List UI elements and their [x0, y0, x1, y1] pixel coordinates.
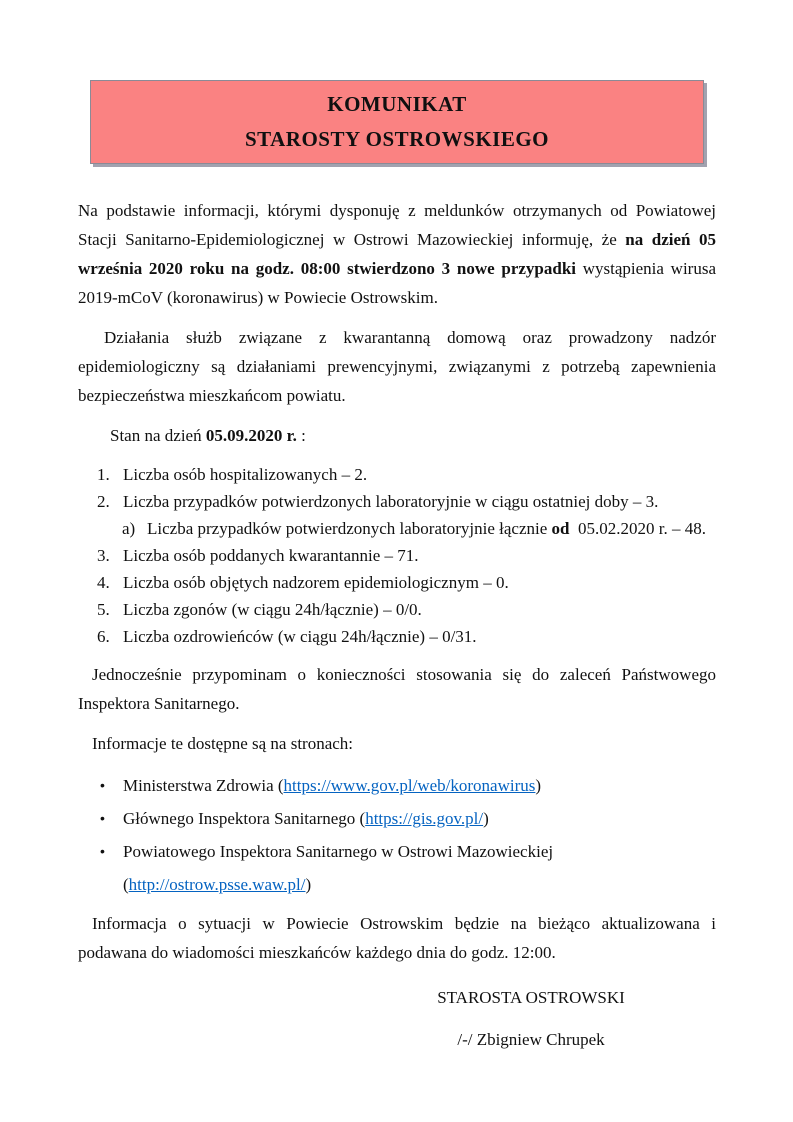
- link-psse-ostrow[interactable]: http://ostrow.psse.waw.pl/: [128, 875, 306, 894]
- stat-text-post: 05.02.2020 r. – 48.: [569, 519, 706, 538]
- status-date: 05.09.2020 r.: [205, 426, 297, 445]
- signature-name: /-/ Zbigniew Chrupek: [457, 1030, 605, 1049]
- link-gov-koronawirus[interactable]: https://www.gov.pl/web/koronawirus: [283, 776, 536, 795]
- stat-item-2a: [78, 515, 716, 542]
- intro-paragraph: [78, 196, 716, 312]
- source-item-mz: [78, 769, 716, 802]
- intro-text-pre: Na podstawie informacji, którymi dysponuję z meldunków otrzymanych od Powiatowej Stacji Sanitarno-Epidemiologicznej w Ostrowi Mazowieckiej informuję, że: [78, 201, 716, 249]
- stat-marker: 3.: [97, 546, 110, 565]
- stat-item-6: [78, 623, 716, 650]
- document-body: [78, 196, 716, 1054]
- source-text: [123, 802, 716, 835]
- status-pre: Stan na dzień: [110, 426, 206, 445]
- source-label-post: ): [305, 875, 312, 894]
- signature-title: STAROSTA OSTROWSKI: [437, 988, 625, 1007]
- intro-text-bold: na dzień 05 września 2020 roku na godz. 08:00 stwierdzono 3 nowe przypadki: [78, 230, 716, 278]
- banner-title-line2: STAROSTY OSTROWSKIEGO: [245, 127, 549, 151]
- stat-text: Liczba osób poddanych kwarantannie – 71.: [123, 546, 419, 565]
- sources-list: [78, 769, 716, 901]
- source-label-post: ): [483, 809, 489, 828]
- actions-paragraph: Działania służb związane z kwarantanną domową oraz prowadzony nadzór epidemiologiczny są działaniami prewencyjnymi, związanymi z potrzebą zapewnienia bezpieczeństwa mieszkańcom powiatu.: [78, 328, 716, 405]
- statistics-list: [78, 461, 716, 650]
- source-item-psse: [78, 835, 716, 901]
- stat-text: Liczba przypadków potwierdzonych laboratoryjnie w ciągu ostatniej doby – 3.: [123, 492, 659, 511]
- stat-item-2: [78, 488, 716, 515]
- source-label-post: ): [535, 776, 542, 795]
- stat-item-3: [78, 542, 716, 569]
- status-line: [78, 421, 716, 450]
- bullet-icon: •: [100, 843, 105, 859]
- link-gis[interactable]: https://gis.gov.pl/: [365, 809, 484, 828]
- stat-text: Liczba osób objętych nadzorem epidemiologicznym – 0.: [123, 573, 509, 592]
- signature-block: [366, 983, 696, 1054]
- reminder-paragraph: Jednocześnie przypominam o konieczności stosowania się do zaleceń Państwowego Inspektora Sanitarnego.: [78, 665, 716, 713]
- stat-marker: 1.: [97, 465, 110, 484]
- source-text: [123, 769, 716, 802]
- source-label: Powiatowego Inspektora Sanitarnego w Ostrowi Mazowieckiej (: [123, 842, 554, 894]
- stat-text-pre: Liczba przypadków potwierdzonych laboratoryjnie łącznie: [147, 519, 552, 538]
- stat-item-1: [78, 461, 716, 488]
- stat-marker: 6.: [97, 627, 110, 646]
- stat-marker: a): [122, 519, 136, 538]
- banner-title-line1: KOMUNIKAT: [327, 92, 467, 116]
- source-label: Ministerstwa Zdrowia (: [123, 776, 284, 795]
- bullet-icon: •: [100, 810, 105, 826]
- source-text: [123, 835, 716, 901]
- stat-text: Liczba ozdrowieńców (w ciągu 24h/łącznie) – 0/31.: [123, 627, 477, 646]
- stat-text: Liczba osób hospitalizowanych – 2.: [123, 465, 368, 484]
- stat-text: Liczba zgonów (w ciągu 24h/łącznie) – 0/0.: [123, 600, 422, 619]
- status-post: :: [296, 426, 306, 445]
- stat-marker: 4.: [97, 573, 110, 592]
- source-label: Głównego Inspektora Sanitarnego (: [123, 809, 366, 828]
- intro-text-post: wystąpienia wirusa 2019-mCoV (koronawirus) w Powiecie Ostrowskim.: [78, 259, 716, 307]
- stat-text: [147, 515, 716, 542]
- stat-text-bold: od: [551, 519, 570, 538]
- stat-item-5: [78, 596, 716, 623]
- stat-marker: 5.: [97, 600, 110, 619]
- source-item-gis: [78, 802, 716, 835]
- update-info-paragraph: Informacja o sytuacji w Powiecie Ostrowskim będzie na bieżąco aktualizowana i podawana do wiadomości mieszkańców każdego dnia do godz. 12:00.: [78, 914, 716, 962]
- title-banner: [90, 80, 704, 164]
- bullet-icon: •: [100, 777, 105, 793]
- stat-item-4: [78, 569, 716, 596]
- stat-marker: 2.: [97, 492, 110, 511]
- sources-intro: Informacje te dostępne są na stronach:: [92, 734, 354, 753]
